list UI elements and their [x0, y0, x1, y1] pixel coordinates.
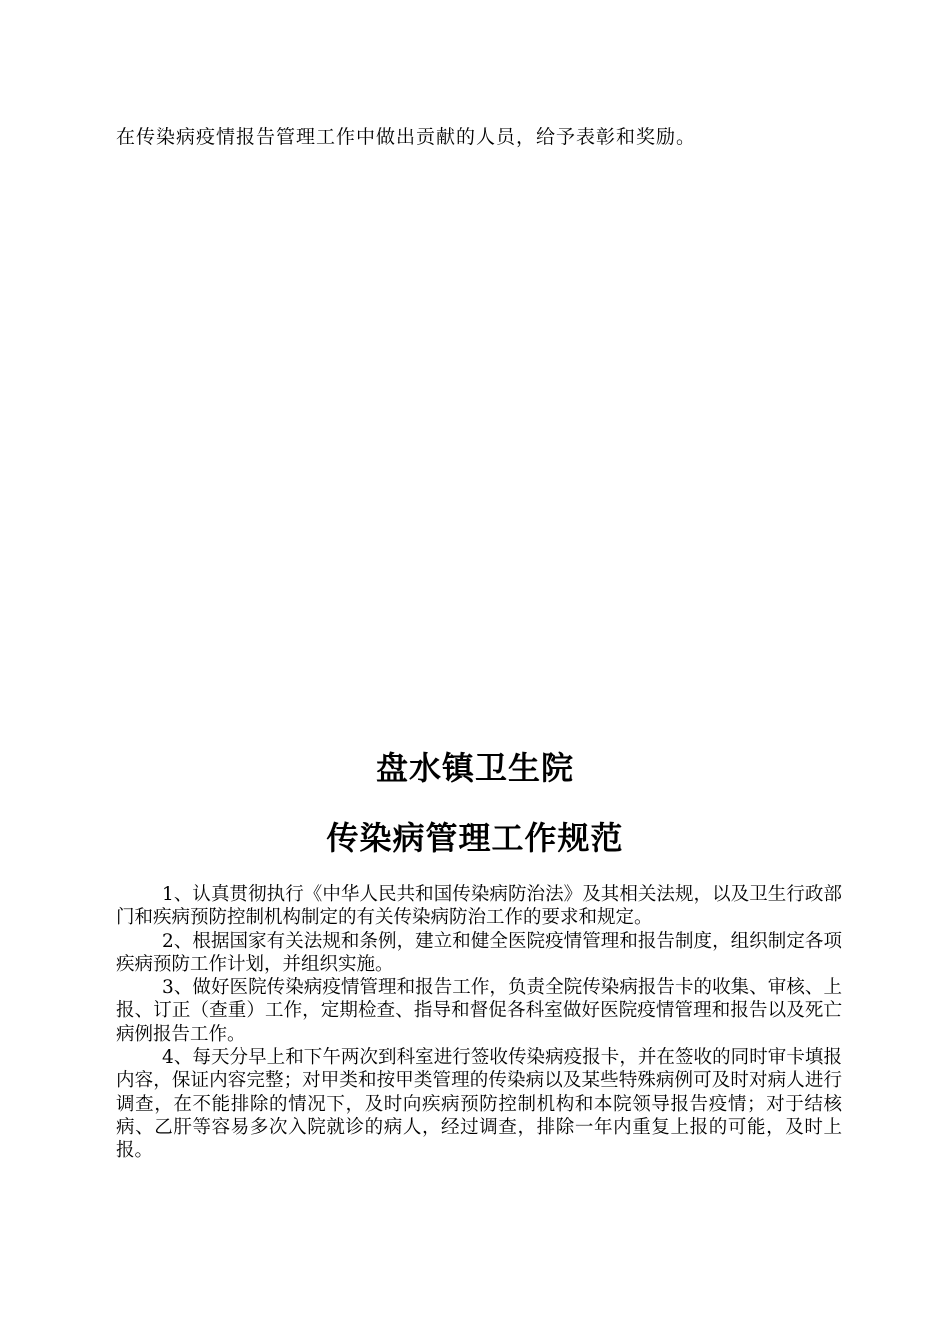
paragraph-1: 1、认真贯彻执行《中华人民共和国传染病防治法》及其相关法规，以及卫生行政部门和疾病预防控制机构制定的有关传染病防治工作的要求和规定。	[116, 884, 842, 929]
paragraph-3: 3、做好医院传染病疫情管理和报告工作，负责全院传染病报告卡的收集、审核、上报、订正（查重）工作，定期检查、指导和督促各科室做好医院疫情管理和报告以及死亡病例报告工作。	[116, 977, 842, 1045]
paragraph-4: 4、每天分早上和下午两次到科室进行签收传染病疫报卡，并在签收的同时审卡填报内容，保证内容完整；对甲类和按甲类管理的传染病以及某些特殊病例可及时对病人进行调查，在不能排除的情况下，及时向疾病预防控制机构和本院领导报告疫情；对于结核病、乙肝等容易多次入院就诊的病人，经过调查，排除一年内重复上报的可能，及时上报。	[116, 1047, 842, 1162]
document-body	[116, 883, 842, 1163]
document-title-subject: 传染病管理工作规范	[326, 819, 624, 857]
paragraph-2: 2、根据国家有关法规和条例，建立和健全医院疫情管理和报告制度，组织制定各项疾病预防工作计划，并组织实施。	[116, 930, 842, 975]
continuation-text: 在传染病疫情报告管理工作中做出贡献的人员，给予表彰和奖励。	[116, 126, 697, 148]
document-title-institution: 盘水镇卫生院	[375, 749, 574, 787]
